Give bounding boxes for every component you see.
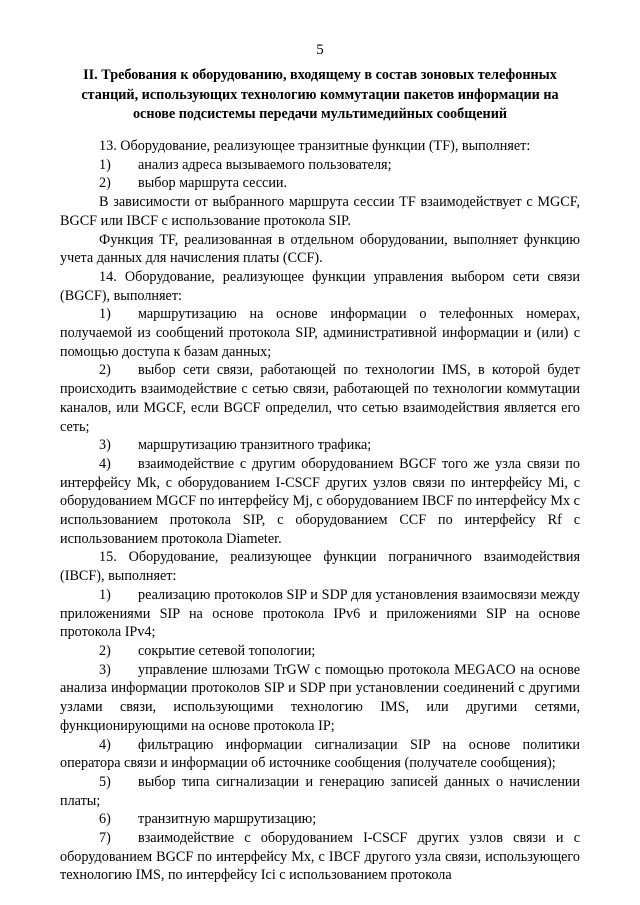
list-item-text: маршрутизацию транзитного трафика; [138, 437, 372, 454]
list-item-text: анализ адреса вызываемого пользователя; [138, 156, 392, 173]
list-item-number: 2) [99, 362, 111, 379]
list-item-number: 7) [99, 830, 111, 847]
list-item-text: транзитную маршрутизацию; [138, 811, 317, 828]
list-item-text: реализацию протоколов SIP и SDP для установления взаимосвязи между приложениями SIP на основе протокола IPv6 и приложениями SIP на основе протокола IPv4; [60, 586, 580, 641]
list-item-text: выбор сети связи, работающей по технологии IMS, в которой будет происходить взаимодействие с сетью связи, работающей по технологии коммутации каналов, или MGCF, если BGCF определил, что сетью взаимодействия является его сеть; [60, 362, 580, 435]
list-item-number: 4) [99, 736, 111, 753]
list-item-number: 3) [99, 437, 111, 454]
list-item-text: взаимодействие с оборудованием I-CSCF других узлов связи и с оборудованием BGCF по интерфейсу Mx, с IBCF другого узла связи, использующего технологию IMS, по интерфейсу Ici с использованием протокола [60, 830, 580, 884]
list-item [60, 661, 580, 736]
list-item [60, 829, 580, 885]
list-item [60, 810, 580, 829]
list-item-text: управление шлюзами TrGW с помощью протокола MEGACO на основе анализа информации протоколов SIP и SDP при установлении соединений с другими узлами связи, использующими технологию IMS, или другими сетями, функционирующими на основе протокола IP; [60, 661, 580, 734]
list-item [60, 642, 580, 661]
list-item-number: 5) [99, 773, 111, 790]
section-heading: II. Требования к оборудованию, входящему в состав зоновых телефонных станций, использующих технологию коммутации пакетов информации на основе подсистемы передачи мультимедийных сообщений [81, 67, 559, 122]
list-item-text: выбор типа сигнализации и генерацию записей данных о начислении платы; [60, 773, 580, 809]
list-item [60, 773, 580, 810]
paragraph: В зависимости от выбранного маршрута сессии TF взаимодействует с MGCF, BGCF или IBCF с использование протокола SIP. [60, 194, 580, 229]
list-item [60, 174, 580, 193]
list-item [60, 361, 580, 436]
document-body [60, 137, 580, 885]
list-item-text: сокрытие сетевой топологии; [138, 642, 316, 659]
paragraph: 13. Оборудование, реализующее транзитные функции (TF), выполняет: [99, 138, 531, 154]
list-item-number: 6) [99, 811, 111, 828]
list-item-number: 4) [99, 455, 111, 472]
paragraph: 15. Оборудование, реализующее функции пограничного взаимодействия (IBCF), выполняет: [60, 549, 580, 585]
list-item-number: 1) [99, 586, 111, 603]
list-item-number: 2) [99, 175, 111, 192]
paragraph: Функция TF, реализованная в отдельном оборудовании, выполняет функцию учета данных для начисления платы (CCF). [60, 231, 580, 267]
list-item [60, 455, 580, 549]
list-item-number: 3) [99, 661, 111, 678]
list-item-text: фильтрацию информации сигнализации SIP на основе политики оператора связи и информации об источнике сообщения (получателе сообщения); [60, 736, 580, 772]
list-item-text: взаимодействие с другим оборудованием BGCF того же узла связи по интерфейсу Mk, с оборудованием I-CSCF других узлов связи по интерфейсу Mi, с оборудованием MGCF по интерфейсу Mj, с оборудованием IBCF по интерфейсу Mx с использованием протокола SIP, с оборудованием CCF по интерфейсу Rf с использованием протокола Diameter. [60, 455, 580, 547]
list-item [60, 436, 580, 455]
page-number: 5 [316, 42, 324, 58]
paragraph: 14. Оборудование, реализующее функции управления выбором сети связи (BGCF), выполняет: [60, 268, 580, 304]
list-item [60, 156, 580, 175]
list-item-number: 2) [99, 642, 111, 659]
list-item [60, 586, 580, 642]
list-item [60, 305, 580, 361]
list-item-text: маршрутизацию на основе информации о телефонных номерах, получаемой из сообщений протокола SIP, административной информации и (или) с помощью доступа к базам данных; [60, 306, 580, 360]
list-item-text: выбор маршрута сессии. [138, 175, 288, 192]
list-item-number: 1) [99, 156, 111, 173]
list-item-number: 1) [99, 306, 111, 323]
list-item [60, 736, 580, 773]
